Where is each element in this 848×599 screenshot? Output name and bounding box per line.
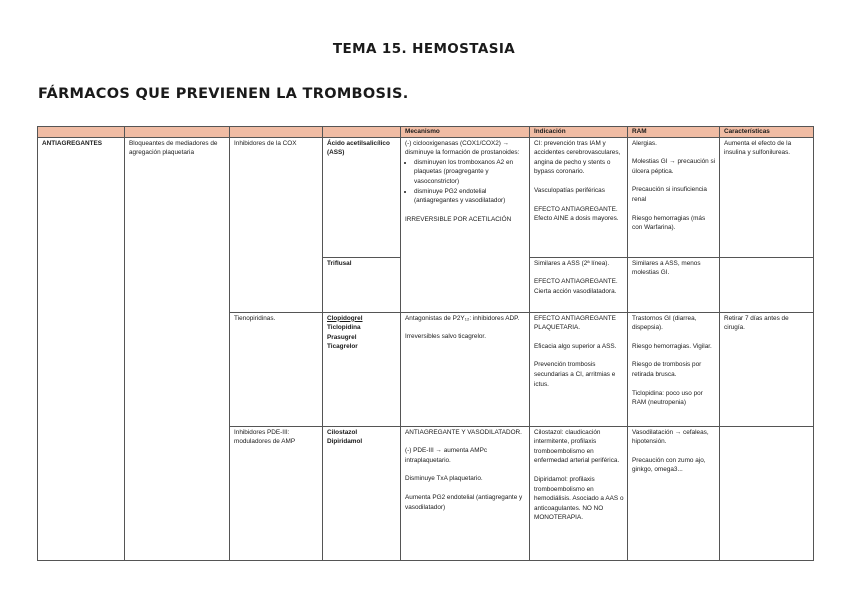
header-cell-3: [230, 127, 323, 138]
aas-ram-2: Molestias GI → precaución si úlcera péptica.: [632, 158, 716, 175]
tieno-mech-1: Antagonistas de P2Y₁₂: inhibidores ADP.: [405, 314, 520, 322]
aas-mech-note: IRREVERSIBLE POR ACETILACIÓN: [405, 215, 512, 223]
header-caracteristicas: Características: [720, 127, 814, 138]
tieno-ram-2: Riesgo hemorragias. Vigilar.: [632, 342, 712, 350]
tieno-ind-2: Eficacia algo superior a ASS.: [534, 342, 617, 350]
aas-mech-bullet-1: • disminuyen los tromboxanos A2 en plaquetas (proagregante y vasoconstrictor): [414, 158, 526, 187]
pde-class-cell: Inhibidores PDE-III: moduladores de AMP: [230, 426, 323, 560]
pde-ram-2: Precaución con zumo ajo, ginkgo, omega3...: [632, 456, 706, 474]
triflusal-characteristics-cell: [720, 257, 814, 312]
aas-ind-3: EFECTO ANTIAGREGANTE. Efecto AINE a dosis mayores.: [534, 205, 619, 223]
triflusal-drug-cell: Triflusal: [323, 257, 401, 312]
aas-ram-4: Riesgo hemorragias (más con Warfarina).: [632, 214, 706, 232]
aas-ind-2: Vasculopatías periféricas: [534, 186, 605, 194]
triflusal-ram-cell: Similares a ASS, menos molestias GI.: [628, 257, 720, 312]
tieno-ind-3: Prevención trombosis secundarias a CI, arritmias e ictus.: [534, 361, 616, 388]
section-title: FÁRMACOS QUE PREVIENEN LA TROMBOSIS.: [38, 86, 409, 102]
header-indicacion: Indicación: [530, 127, 628, 138]
header-cell-1: [38, 127, 125, 138]
aas-mech-bullet-2: • disminuye PG2 endotelial (antiagregantes y vasodilatador): [414, 187, 526, 206]
triflusal-ind-2: EFECTO ANTIAGREGANTE. Cierta acción vasodilatadora.: [534, 278, 618, 295]
tieno-drug-prasugrel: Prasugrel: [327, 333, 357, 341]
pde-mech-2: (-) PDE-III → aumenta AMPc intraplaquetario.: [405, 447, 488, 464]
aas-indication-cell: [530, 137, 628, 257]
header-cell-2: [125, 127, 230, 138]
aas-drug-cell: Ácido acetilsalicílico (ASS): [323, 137, 401, 257]
pde-ram-1: Vasodilatación → cefaleas, hipotensión.: [632, 428, 709, 446]
pde-mechanism-cell: [401, 426, 530, 560]
pde-mech-1: ANTIAGREGANTE Y VASODILATADOR.: [405, 428, 522, 436]
group-name-cell: ANTIAGREGANTES: [38, 137, 125, 560]
aas-mech-list: [405, 158, 526, 206]
table-header-row: [38, 127, 814, 138]
pde-ram-cell: [628, 426, 720, 560]
tieno-drug-ticlopidina: Ticlopidina: [327, 324, 361, 332]
aas-characteristics-cell: Aumenta el efecto de la insulina y sulfonilureas.: [720, 137, 814, 257]
tieno-ram-cell: [628, 312, 720, 426]
tieno-drugs-cell: [323, 312, 401, 426]
pde-drug-dipiridamol: Dipiridamol: [327, 438, 363, 446]
pde-ind-2: Dipiridamol: profilaxis tromboembolismo en hemodiálisis. Asociado a AAS o anticoagulantes. NO NO MONOTERAPIA.: [534, 475, 624, 522]
header-cell-4: [323, 127, 401, 138]
tieno-characteristics-cell: Retirar 7 días antes de cirugía.: [720, 312, 814, 426]
triflusal-indication-cell: [530, 257, 628, 312]
tieno-ind-1: EFECTO ANTIAGREGANTE PLAQUETARIA.: [534, 314, 616, 332]
aas-ram-cell: [628, 137, 720, 257]
aas-mechanism-cell: [401, 137, 530, 312]
pde-characteristics-cell: [720, 426, 814, 560]
table-row-aas: [38, 137, 814, 257]
tieno-ram-4: Ticlopidina: poco uso por RAM (neutropenia): [632, 389, 703, 407]
aas-ram-3: Precaución si insuficiencia renal: [632, 186, 707, 203]
pde-mech-4: Aumenta PG2 endotelial (antiagregante y vasodilatador): [405, 493, 523, 511]
aas-mech-lead: (-) ciclooxigenasas (COX1/COX2) → disminuye la formación de prostanoides:: [405, 139, 520, 157]
header-mecanismo: Mecanismo: [401, 127, 530, 138]
cox-class-cell: Inhibidores de la COX: [230, 137, 323, 312]
drug-table: [37, 126, 814, 561]
tieno-ram-3: Riesgo de trombosis por retirada brusca.: [632, 361, 702, 378]
tieno-indication-cell: [530, 312, 628, 426]
triflusal-ind-1: Similares a ASS (2ª línea).: [534, 259, 610, 267]
pde-ind-1: Cilostazol: claudicación intermitente, profilaxis tromboembolismo en enfermedad arterial periférica.: [534, 428, 620, 465]
tieno-drug-clopidogrel: Clopidogrel: [327, 314, 363, 322]
document-title: TEMA 15. HEMOSTASIA: [332, 41, 516, 57]
pde-indication-cell: [530, 426, 628, 560]
pde-mech-3: Disminuye TxA plaquetario.: [405, 475, 483, 483]
pde-drugs-cell: [323, 426, 401, 560]
tieno-drug-ticagrelor: Ticagrelor: [327, 343, 358, 351]
group-description-cell: Bloqueantes de mediadores de agregación plaquetaria: [125, 137, 230, 560]
tieno-class-cell: Tienopiridinas.: [230, 312, 323, 426]
pde-drug-cilostazol: Cilostazol: [327, 428, 358, 436]
aas-ram-1: Alergias.: [632, 139, 657, 147]
tieno-mechanism-cell: [401, 312, 530, 426]
header-ram: RAM: [628, 127, 720, 138]
tieno-ram-1: Trastornos GI (diarrea, dispepsia).: [632, 314, 697, 332]
tieno-mech-2: Irreversibles salvo ticagrelor.: [405, 333, 486, 341]
aas-ind-1: CI: prevención tras IAM y accidentes cerebrovasculares, angina de pecho y stents o bypass coronario.: [534, 139, 621, 176]
